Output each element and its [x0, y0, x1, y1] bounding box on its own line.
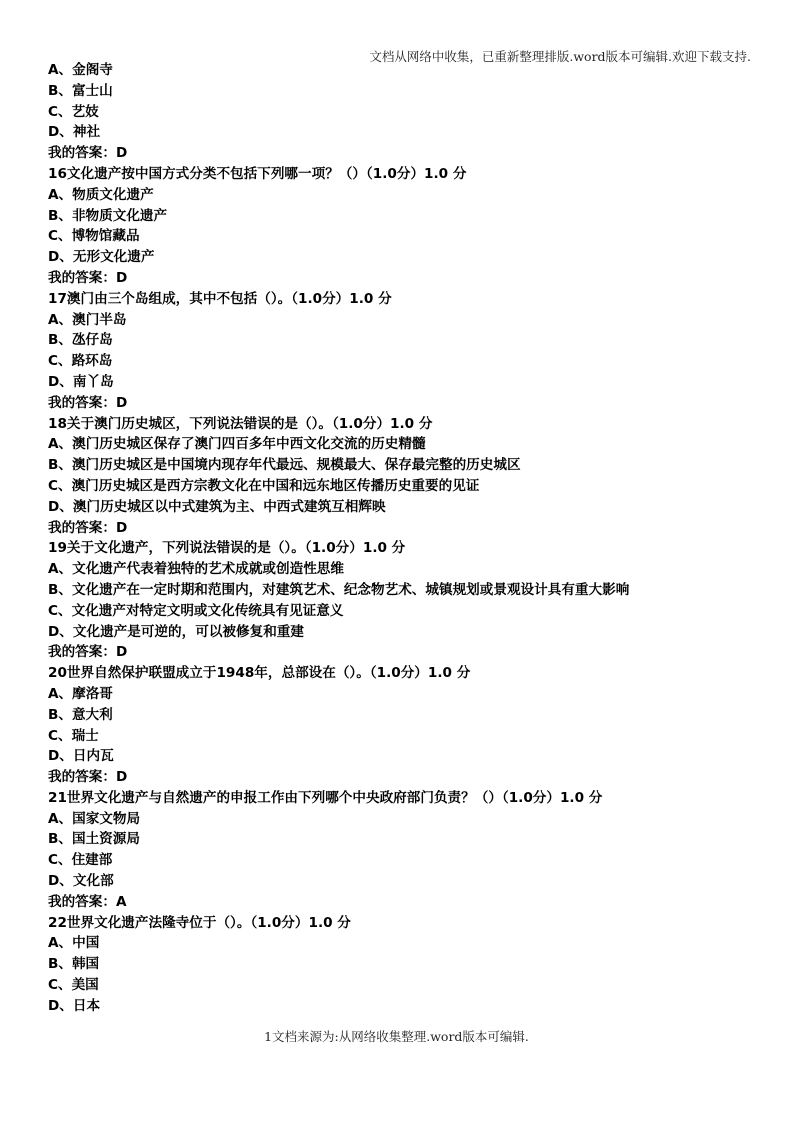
option-line: B、意大利: [48, 706, 113, 723]
option-line: C、文化遗产对特定文明或文化传统具有见证意义: [48, 602, 344, 619]
option-line: A、澳门半岛: [48, 311, 127, 328]
option-line: D、日本: [48, 997, 101, 1014]
option-line: B、澳门历史城区是中国境内现存年代最远、规模最大、保存最完整的历史城区: [48, 457, 521, 474]
option-line: D、日内瓦: [48, 748, 114, 765]
option-line: B、富士山: [48, 82, 113, 99]
option-line: D、澳门历史城区以中式建筑为主、中西式建筑互相辉映: [48, 498, 386, 515]
option-line: D、文化部: [48, 873, 114, 890]
question-line: 22世界文化遗产法隆寺位于（）。（1.0分）1.0 分: [48, 914, 351, 931]
option-line: C、美国: [48, 977, 99, 994]
document-body: [48, 60, 758, 1017]
question-line: 19关于文化遗产，下列说法错误的是（）。（1.0分）1.0 分: [48, 540, 406, 557]
option-line: A、文化遗产代表着独特的艺术成就或创造性思维: [48, 561, 344, 578]
option-line: D、文化遗产是可逆的，可以被修复和重建: [48, 623, 304, 640]
option-line: A、中国: [48, 935, 100, 952]
option-line: B、文化遗产在一定时期和范围内，对建筑艺术、纪念物艺术、城镇规划或景观设计具有重大影响: [48, 581, 630, 598]
option-line: C、瑞士: [48, 727, 99, 744]
option-line: D、神社: [48, 124, 101, 141]
question-line: 20世界自然保护联盟成立于1948年，总部设在（）。（1.0分）1.0 分: [48, 665, 471, 682]
option-line: A、摩洛哥: [48, 685, 113, 702]
option-line: C、博物馆藏品: [48, 228, 140, 245]
option-line: C、艺妓: [48, 103, 99, 120]
option-line: A、物质文化遗产: [48, 186, 154, 203]
question-line: 21世界文化遗产与自然遗产的申报工作由下列哪个中央政府部门负责？（）（1.0分）1.0 分: [48, 789, 603, 806]
option-line: A、金阁寺: [48, 62, 113, 78]
question-line: 16文化遗产按中国方式分类不包括下列哪一项？（）（1.0分）1.0 分: [48, 165, 467, 182]
option-line: C、路环岛: [48, 353, 113, 370]
option-line: B、氹仔岛: [48, 332, 113, 349]
page-footer: 1文档来源为:从网络收集整理.word版本可编辑.: [264, 1029, 529, 1044]
answer-line: 我的答案：D: [48, 269, 128, 286]
answer-line: 我的答案：D: [48, 394, 128, 411]
question-line: 18关于澳门历史城区，下列说法错误的是（）。（1.0分）1.0 分: [48, 415, 433, 432]
option-line: D、无形文化遗产: [48, 249, 155, 266]
page-header: 文档从网络中收集，已重新整理排版.word版本可编辑.欢迎下载支持.: [369, 49, 751, 64]
option-line: B、韩国: [48, 956, 100, 973]
option-line: C、住建部: [48, 852, 113, 869]
answer-line: 我的答案：D: [48, 644, 128, 661]
option-line: D、南丫岛: [48, 373, 114, 390]
answer-line: 我的答案：D: [48, 769, 128, 786]
option-line: A、国家文物局: [48, 810, 141, 827]
answer-line: 我的答案：D: [48, 145, 128, 162]
answer-line: 我的答案：D: [48, 519, 128, 536]
question-line: 17澳门由三个岛组成，其中不包括（）。（1.0分）1.0 分: [48, 290, 392, 307]
option-line: C、澳门历史城区是西方宗教文化在中国和远东地区传播历史重要的见证: [48, 477, 480, 494]
option-line: A、澳门历史城区保存了澳门四百多年中西文化交流的历史精髓: [48, 436, 426, 453]
option-line: B、非物质文化遗产: [48, 207, 168, 224]
answer-line: 我的答案：A: [48, 893, 127, 910]
option-line: B、国土资源局: [48, 831, 140, 848]
